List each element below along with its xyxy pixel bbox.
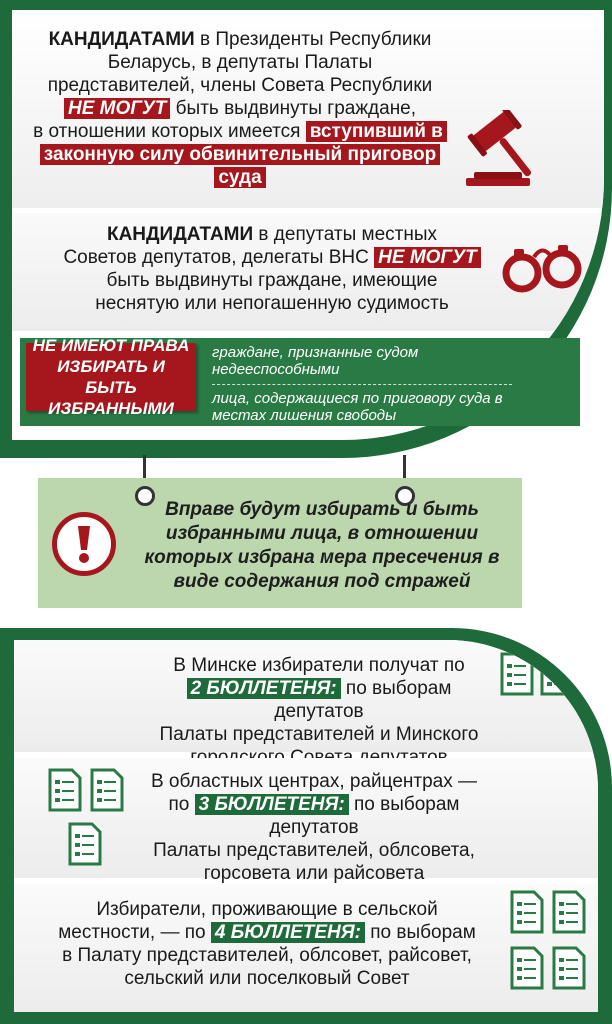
ballot-doc-icon (552, 890, 586, 934)
ballot-doc-icon (48, 768, 82, 812)
president-candidates-text: КАНДИДАТАМИ в Президенты Республики Беларусь, в депутаты Палаты представителей, члены Совета Республики НЕ МОГУТ быть выдвинуты граждане, в отношении которых имеется вступивший в законную силу обвинительный приговор суда (20, 28, 460, 189)
handcuffs-icon (500, 235, 586, 299)
verdict-highlight: вступивший в законную силу обвинительный приговор суда (40, 121, 447, 188)
president-candidates-block (12, 10, 604, 208)
ballot-doc-icon (510, 890, 544, 934)
exclamation-icon (52, 512, 116, 576)
ballot-row-regional (14, 758, 598, 884)
no-right-divider (212, 384, 512, 385)
ballot-row-minsk (14, 640, 598, 752)
local-candidates-text: КАНДИДАТАМИ в депутаты местных Советов депутатов, делегаты ВНС НЕ МОГУТ быть выдвинуты граждане, имеющие неснятую или непогашенную судимость (52, 223, 492, 315)
ballot-doc-icon (510, 946, 544, 990)
ballot-doc-icon (90, 768, 124, 812)
ballot-text-rural: Избиратели, проживающие в сельской местности, — по 4 БЮЛЛЕТЕНЯ: по выборам в Палату представителей, облсовет, райсовет, сельский или поселковый Совет (58, 899, 476, 989)
ballot-doc-icon (540, 652, 574, 696)
cannot-highlight: НЕ МОГУТ (64, 98, 170, 119)
gavel-icon (460, 110, 556, 192)
ballot-doc-icon (68, 822, 102, 866)
ballot-count-tag: 2 БЮЛЛЕТЕНЯ: (187, 678, 341, 699)
ballot-doc-icon (552, 946, 586, 990)
no-right-item-prisoners: лица, содержащиеся по приговору суда в местах лишения свободы (212, 390, 503, 424)
no-right-item-incapable: граждане, признанные судом недееспособными (212, 344, 419, 378)
ballot-count-tag: 3 БЮЛЛЕТЕНЯ: (195, 794, 349, 815)
cannot-highlight-local: НЕ МОГУТ (374, 247, 480, 268)
notice-text: Вправе будут избирать и быть избранными лица, в отношении которых избрана мера пресечения в виде содержания под стражей (144, 499, 500, 592)
no-right-label: НЕ ИМЕЮТ ПРАВА ИЗБИРАТЬ И БЫТЬ ИЗБРАННЫМИ (26, 343, 196, 411)
local-candidates-block (12, 213, 604, 331)
ballot-text-minsk: В Минске избиратели получат по 2 БЮЛЛЕТЕНЯ: по выборам депутатов Палаты представителей и Минского (159, 655, 479, 745)
ballot-row-rural (14, 884, 598, 1012)
ballot-count-tag: 4 БЮЛЛЕТЕНЯ: (211, 922, 365, 943)
bottom-inner-card (14, 640, 598, 1012)
ballot-text-regional: В областных центрах, райцентрах — по 3 БЮЛЛЕТЕНЯ: по выборам депутатов Палаты представителей, облсовета, горсовета или райсовета (150, 771, 478, 884)
ballot-doc-icon (500, 652, 534, 696)
